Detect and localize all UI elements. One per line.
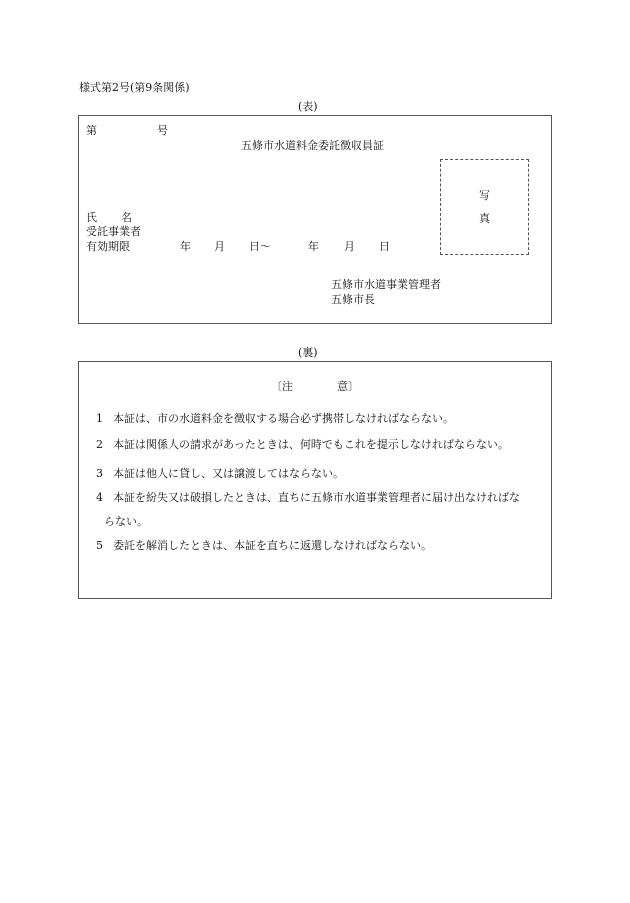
back-side-label: (裏)	[298, 346, 318, 359]
form-label: 様式第2号(第9条関係)	[79, 81, 190, 94]
validity-day-1: 日〜	[249, 240, 271, 253]
validity-label: 有効期限	[86, 240, 130, 253]
number-prefix: 第	[86, 124, 97, 137]
note-2-text: 本証は関係人の請求があったときは、何時でもこれを提示しなければならない。	[113, 438, 509, 451]
validity-month-2: 月	[344, 240, 355, 253]
validity-year-2: 年	[308, 240, 319, 253]
back-card	[78, 361, 552, 599]
note-3-number: 3	[96, 467, 103, 480]
note-4-text: 本証を紛失又は破損したときは、直ちに五條市水道事業管理者に届け出なければな	[113, 491, 520, 504]
front-side-label: (表)	[298, 100, 318, 113]
note-3-text: 本証は他人に貸し、又は譲渡してはならない。	[113, 467, 344, 480]
issuer-1: 五條市水道事業管理者	[331, 278, 441, 291]
caution-left: 〔注	[271, 380, 293, 393]
validity-day-2: 日	[379, 240, 390, 253]
validity-month-1: 月	[214, 240, 225, 253]
note-1-number: 1	[96, 412, 103, 425]
caution-right: 意〕	[337, 380, 359, 393]
note-1-text: 本証は、市の水道料金を徴収する場合必ず携帯しなければならない。	[113, 412, 454, 425]
name-label-1: 氏	[86, 211, 97, 224]
validity-year-1: 年	[180, 240, 191, 253]
issuer-2: 五條市長	[331, 293, 375, 306]
contractor-label: 受託事業者	[86, 225, 141, 238]
note-4-number: 4	[96, 491, 103, 504]
note-4-continuation: らない。	[104, 515, 148, 528]
note-2-number: 2	[96, 438, 103, 451]
number-suffix: 号	[157, 124, 168, 137]
photo-char-2: 真	[479, 212, 490, 225]
note-5-text: 委託を解消したときは、本証を直ちに返還しなければならない。	[113, 539, 432, 552]
photo-box	[440, 159, 529, 255]
card-title: 五條市水道料金委託徴収員証	[241, 139, 384, 152]
photo-char-1: 写	[479, 189, 490, 202]
note-5-number: 5	[96, 539, 103, 552]
name-label-2: 名	[121, 211, 132, 224]
